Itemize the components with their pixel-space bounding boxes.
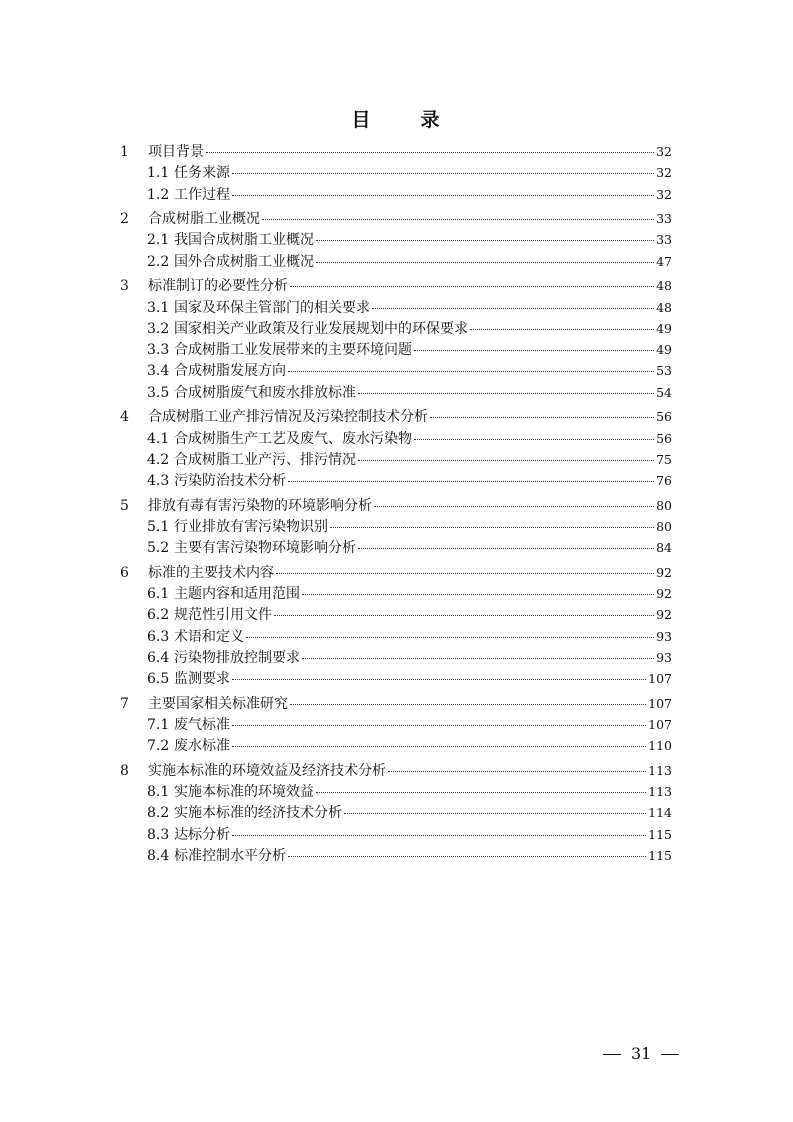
toc-dot-leader: [302, 658, 654, 659]
toc-section-entry[interactable]: [0, 340, 793, 360]
toc-dot-leader: [290, 704, 646, 705]
toc-entry-line: [174, 715, 672, 735]
toc-entry-line: [174, 648, 672, 668]
toc-entry-label: 主要有害污染物环境影响分析: [174, 540, 356, 557]
toc-entry-label: 废气标准: [174, 717, 230, 733]
page-number: 31: [631, 1044, 652, 1063]
toc-section-entry[interactable]: [0, 252, 793, 272]
toc-entry-page: 115: [648, 848, 672, 863]
toc-section-entry[interactable]: [0, 450, 793, 470]
toc-entry-line: [148, 761, 672, 781]
toc-section-entry[interactable]: [0, 471, 793, 491]
toc-dot-leader: [262, 219, 654, 220]
toc-entry-number: 6: [120, 564, 129, 581]
toc-entry-number: 7.1: [147, 717, 170, 733]
toc-section-entry[interactable]: [0, 715, 793, 735]
toc-entry-page: 84: [656, 540, 672, 556]
toc-dot-leader: [232, 725, 646, 726]
footer-dash-right: [661, 1054, 679, 1055]
toc-chapter-entry[interactable]: [0, 563, 793, 583]
toc-entry-page: 113: [648, 762, 672, 778]
toc-entry-line: [174, 803, 672, 823]
toc-section-entry[interactable]: [0, 627, 793, 647]
toc-entry-label: 我国合成树脂工业概况: [174, 232, 314, 249]
toc-entry-label: 废水标准: [174, 738, 230, 755]
title-char-1: 目: [351, 109, 373, 131]
toc-entry-number: 7.2: [147, 738, 170, 755]
toc-dot-leader: [288, 371, 654, 372]
toc-entry-number: 1: [120, 144, 129, 160]
toc-entry-label: 合成树脂废气和废水排放标准: [174, 384, 356, 401]
toc-entry-label: 实施本标准的环境效益: [174, 784, 314, 801]
toc-entry-page: 32: [656, 186, 672, 202]
toc-dot-leader: [232, 679, 646, 680]
toc-entry-line: [174, 471, 672, 491]
toc-entry-line: [174, 825, 672, 845]
toc-dot-leader: [358, 393, 654, 394]
toc-entry-line: [174, 669, 672, 689]
toc-entry-page: 107: [648, 717, 672, 732]
toc-entry-page: 32: [656, 144, 672, 159]
toc-entry-number: 4.3: [147, 473, 170, 490]
toc-entry-number: 3.2: [147, 320, 170, 337]
toc-dot-leader: [232, 173, 654, 174]
toc-entry-label: 项目背景: [148, 144, 204, 160]
toc-entry-line: [174, 605, 672, 625]
toc-entry-number: 8.4: [147, 848, 170, 864]
toc-dot-leader: [290, 286, 654, 287]
toc-entry-line: [174, 185, 672, 205]
toc-section-entry[interactable]: [0, 298, 793, 318]
toc-entry-line: [174, 163, 672, 183]
toc-dot-leader: [232, 746, 646, 747]
toc-entry-number: 6.3: [147, 628, 170, 645]
toc-section-entry[interactable]: [0, 846, 793, 866]
toc-dot-leader: [246, 637, 654, 638]
toc-entry-page: 92: [656, 564, 672, 580]
toc-section-entry[interactable]: [0, 230, 793, 250]
toc-entry-line: [174, 450, 672, 470]
toc-entry-number: 3.5: [147, 384, 170, 401]
toc-entry-line: [148, 276, 672, 296]
toc-entry-line: [148, 694, 672, 714]
toc-dot-leader: [330, 527, 654, 528]
page-footer: [593, 1044, 689, 1063]
page-title: [0, 105, 793, 132]
toc-entry-line: [174, 736, 672, 756]
toc-section-entry[interactable]: [0, 517, 793, 537]
toc-entry-page: 33: [656, 232, 672, 248]
toc-section-entry[interactable]: [0, 163, 793, 183]
toc-entry-line: [174, 383, 672, 403]
toc-entry-number: 8.1: [147, 784, 170, 801]
toc-entry-page: 107: [648, 671, 672, 687]
toc-entry-line: [148, 407, 672, 427]
toc-entry-label: 行业排放有害污染物识别: [174, 518, 328, 535]
toc-section-entry[interactable]: [0, 361, 793, 381]
toc-dot-leader: [414, 350, 654, 351]
toc-entry-number: 3.1: [147, 299, 170, 316]
toc-entry-line: [174, 584, 672, 604]
footer-dash-left: [603, 1054, 621, 1055]
toc-entry-line: [174, 538, 672, 558]
toc-entry-label: 国家相关产业政策及行业发展规划中的环保要求: [174, 320, 468, 337]
toc-entry-number: 5.1: [147, 518, 170, 535]
toc-dot-leader: [358, 548, 654, 549]
toc-section-entry[interactable]: [0, 319, 793, 339]
toc-entry-number: 4.1: [147, 430, 170, 447]
toc-chapter-entry[interactable]: [0, 407, 793, 427]
toc-dot-leader: [430, 417, 654, 418]
toc-entry-label: 污染防治技术分析: [174, 473, 286, 490]
toc-dot-leader: [316, 792, 646, 793]
toc-entry-page: 93: [656, 649, 672, 665]
toc-dot-leader: [372, 308, 654, 309]
toc-section-entry[interactable]: [0, 803, 793, 823]
toc-entry-page: 110: [648, 738, 672, 754]
toc-entry-line: [174, 252, 672, 272]
toc-entry-label: 合成树脂生产工艺及废气、废水污染物: [174, 430, 412, 447]
toc-entry-number: 2.1: [147, 232, 170, 249]
toc-entry-number: 6.1: [147, 586, 170, 602]
toc-entry-number: 3.3: [147, 342, 170, 359]
toc-chapter-entry[interactable]: [0, 276, 793, 296]
toc-entry-number: 3: [120, 278, 129, 295]
toc-entry-line: [148, 209, 672, 229]
toc-entry-label: 监测要求: [174, 671, 230, 688]
toc-entry-number: 2.2: [147, 253, 170, 270]
toc-entry-line: [174, 230, 672, 250]
toc-entry-page: 32: [656, 165, 672, 181]
toc-section-entry[interactable]: [0, 185, 793, 205]
toc-entry-line: [174, 782, 672, 802]
toc-dot-leader: [232, 195, 654, 196]
toc-entry-line: [148, 563, 672, 583]
toc-entry-number: 8.2: [147, 805, 170, 822]
toc-dot-leader: [232, 835, 646, 836]
toc-chapter-entry[interactable]: [0, 496, 793, 516]
toc-entry-number: 6.4: [147, 649, 170, 666]
toc-entry-page: 49: [656, 342, 672, 358]
toc-entry-page: 48: [656, 299, 672, 315]
toc-entry-line: [174, 429, 672, 449]
toc-entry-label: 排放有毒有害污染物的环境影响分析: [148, 497, 372, 514]
toc-dot-leader: [288, 481, 654, 482]
toc-section-entry[interactable]: [0, 736, 793, 756]
toc-section-entry[interactable]: [0, 584, 793, 604]
toc-entry-page: 107: [648, 695, 672, 711]
toc-entry-label: 污染物排放控制要求: [174, 649, 300, 666]
toc-entry-label: 主要国家相关标准研究: [148, 695, 288, 712]
toc-entry-label: 合成树脂工业发展带来的主要环境问题: [174, 342, 412, 359]
toc-entry-label: 合成树脂工业产排污情况及污染控制技术分析: [148, 409, 428, 426]
toc-entry-number: 7: [120, 695, 129, 712]
toc-entry-page: 75: [656, 451, 672, 467]
toc-entry-page: 49: [656, 320, 672, 336]
toc-entry-page: 114: [648, 805, 672, 821]
toc-entry-page: 76: [656, 473, 672, 489]
toc-entry-page: 115: [648, 826, 672, 842]
toc-entry-line: [148, 142, 672, 162]
toc-section-entry[interactable]: [0, 648, 793, 668]
toc-entry-line: [174, 340, 672, 360]
toc-entry-label: 规范性引用文件: [174, 607, 272, 624]
toc-entry-label: 国家及环保主管部门的相关要求: [174, 299, 370, 316]
toc-entry-number: 4: [120, 409, 129, 426]
toc-entry-number: 2: [120, 211, 129, 228]
toc-entry-line: [174, 298, 672, 318]
toc-entry-page: 53: [656, 363, 672, 379]
toc-entry-page: 92: [656, 607, 672, 623]
toc-dot-leader: [344, 813, 646, 814]
toc-section-entry[interactable]: [0, 538, 793, 558]
toc-entry-label: 合成树脂发展方向: [174, 363, 286, 380]
toc-entry-line: [174, 627, 672, 647]
toc-entry-page: 92: [656, 586, 672, 601]
toc-entry-label: 标准的主要技术内容: [148, 564, 274, 581]
toc-entry-number: 4.2: [147, 451, 170, 468]
toc-chapter-entry[interactable]: [0, 694, 793, 714]
toc-entry-label: 合成树脂工业概况: [148, 211, 260, 228]
toc-entry-number: 1.2: [147, 186, 170, 203]
toc-entry-label: 合成树脂工业产污、排污情况: [174, 451, 356, 468]
toc-dot-leader: [414, 439, 654, 440]
toc-entry-page: 48: [656, 278, 672, 294]
toc-dot-leader: [276, 573, 654, 574]
toc-entry-label: 达标分析: [174, 826, 230, 843]
toc-entry-label: 术语和定义: [174, 628, 244, 645]
toc-entry-number: 8.3: [147, 826, 170, 843]
toc-section-entry[interactable]: [0, 825, 793, 845]
toc-entry-line: [174, 517, 672, 537]
toc-entry-line: [174, 361, 672, 381]
toc-entry-page: 93: [656, 628, 672, 644]
toc-entry-number: 3.4: [147, 363, 170, 380]
toc-entry-label: 标准制订的必要性分析: [148, 278, 288, 295]
toc-entry-number: 1.1: [147, 165, 170, 182]
toc-section-entry[interactable]: [0, 605, 793, 625]
toc-section-entry[interactable]: [0, 669, 793, 689]
toc-section-entry[interactable]: [0, 429, 793, 449]
toc-section-entry[interactable]: [0, 782, 793, 802]
toc-entry-page: 80: [656, 518, 672, 534]
toc-entry-page: 47: [656, 253, 672, 269]
toc-dot-leader: [288, 856, 646, 857]
toc-entry-label: 工作过程: [174, 186, 230, 203]
toc-dot-leader: [316, 262, 654, 263]
toc-entry-page: 33: [656, 211, 672, 227]
toc-entry-label: 实施本标准的经济技术分析: [174, 805, 342, 822]
toc-dot-leader: [470, 329, 654, 330]
toc-dot-leader: [316, 240, 654, 241]
toc-entry-number: 6.2: [147, 607, 170, 624]
toc-entry-number: 8: [120, 762, 129, 779]
toc-entry-label: 国外合成树脂工业概况: [174, 253, 314, 270]
toc-chapter-entry[interactable]: [0, 761, 793, 781]
toc-dot-leader: [274, 615, 654, 616]
toc-entry-number: 6.5: [147, 671, 170, 688]
toc-entry-number: 5.2: [147, 540, 170, 557]
toc-dot-leader: [374, 506, 654, 507]
toc-entry-line: [148, 496, 672, 516]
toc-chapter-entry[interactable]: [0, 142, 793, 162]
toc-entry-page: 80: [656, 497, 672, 513]
toc-entry-line: [174, 319, 672, 339]
toc-entry-page: 56: [656, 430, 672, 446]
toc-entry-label: 任务来源: [174, 165, 230, 182]
toc-entry-page: 56: [656, 409, 672, 425]
toc-dot-leader: [206, 152, 654, 153]
toc-entry-page: 113: [648, 784, 672, 800]
toc-entry-page: 54: [656, 384, 672, 400]
toc-dot-leader: [358, 460, 654, 461]
toc-dot-leader: [302, 594, 654, 595]
toc-entry-number: 5: [120, 497, 129, 514]
title-char-2: 录: [420, 109, 442, 131]
toc-section-entry[interactable]: [0, 383, 793, 403]
toc-entry-label: 标准控制水平分析: [174, 848, 286, 864]
toc-entry-line: [174, 846, 672, 866]
toc-entry-label: 主题内容和适用范围: [174, 586, 300, 602]
toc-dot-leader: [388, 771, 646, 772]
toc-chapter-entry[interactable]: [0, 209, 793, 229]
toc-entry-label: 实施本标准的环境效益及经济技术分析: [148, 762, 386, 779]
